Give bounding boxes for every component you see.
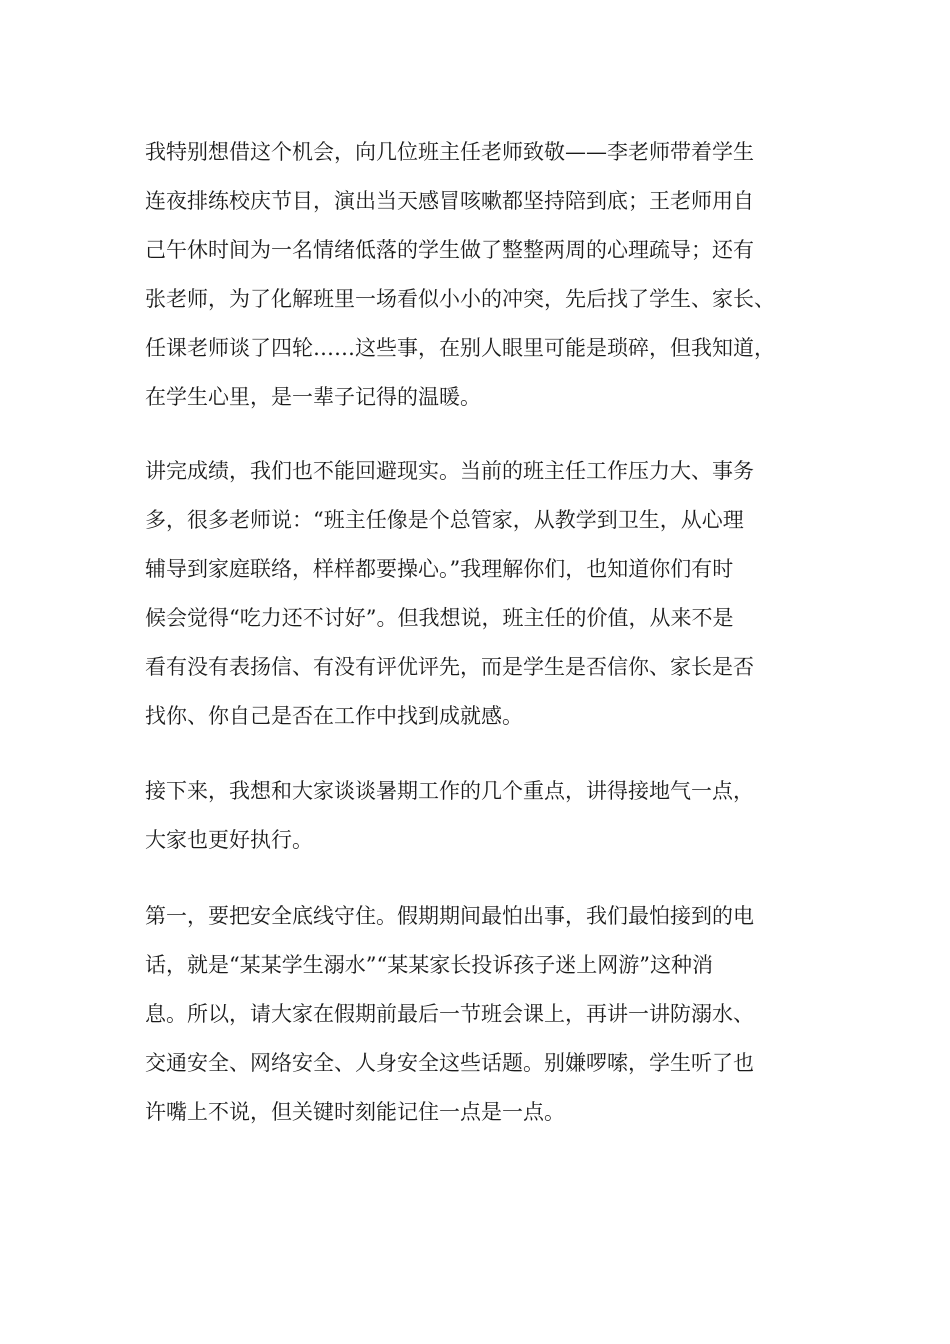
text-line: 辅导到家庭联络，样样都要操心。”我理解你们，也知道你们有时: [145, 557, 734, 581]
text-line: 交通安全、网络安全、人身安全这些话题。别嫌啰嗦，学生听了也: [145, 1051, 754, 1075]
text-line: 第一，要把安全底线守住。假期期间最怕出事，我们最怕接到的电: [145, 904, 754, 928]
text-line: 在学生心里，是一辈子记得的温暖。: [145, 385, 481, 409]
paragraph-work-pressure: [145, 447, 815, 741]
paragraph-summer-intro: [145, 767, 815, 865]
text-line: 多，很多老师说：“班主任像是个总管家，从教学到卫生，从心理: [145, 508, 744, 532]
text-line: 话，就是“某某学生溺水”“某某家长投诉孩子迷上网游”这种消: [145, 953, 713, 977]
text-line: 我特别想借这个机会，向几位班主任老师致敬——李老师带着学生: [145, 140, 754, 164]
paragraph-teacher-tribute: [145, 128, 815, 422]
text-line: 息。所以，请大家在假期前最后一节班会课上，再讲一讲防溺水、: [145, 1002, 754, 1026]
text-line: 看有没有表扬信、有没有评优评先，而是学生是否信你、家长是否: [145, 655, 754, 679]
paragraph-safety: [145, 892, 815, 1137]
text-line: 张老师，为了化解班里一场看似小小的冲突，先后找了学生、家长、: [145, 287, 775, 311]
text-line: 己午休时间为一名情绪低落的学生做了整整两周的心理疏导；还有: [145, 238, 754, 262]
text-line: 候会觉得“吃力还不讨好”。但我想说，班主任的价值，从来不是: [145, 606, 734, 630]
text-line: 接下来，我想和大家谈谈暑期工作的几个重点，讲得接地气一点，: [145, 779, 754, 803]
text-line: 许嘴上不说，但关键时刻能记住一点是一点。: [145, 1100, 565, 1124]
text-line: 大家也更好执行。: [145, 828, 313, 852]
text-line: 找你、你自己是否在工作中找到成就感。: [145, 704, 523, 728]
text-line: 讲完成绩，我们也不能回避现实。当前的班主任工作压力大、事务: [145, 459, 754, 483]
text-line: 连夜排练校庆节目，演出当天感冒咳嗽都坚持陪到底；王老师用自: [145, 189, 754, 213]
text-line: 任课老师谈了四轮……这些事，在别人眼里可能是琐碎，但我知道，: [145, 336, 775, 360]
